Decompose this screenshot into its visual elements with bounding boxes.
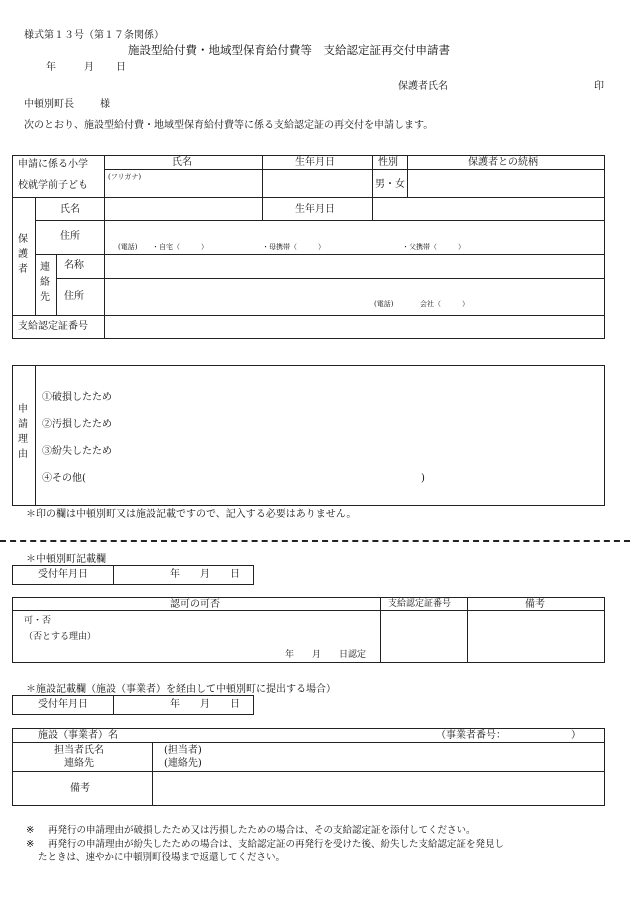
sex-options: 男・女 <box>375 179 405 190</box>
phone-father: ・父携帯（ ） <box>402 243 465 251</box>
town-section-title: ＊中頓別町記載欄 <box>26 554 106 565</box>
date-month: 月 <box>84 62 94 73</box>
child-label-line1: 申請に係る小学 <box>18 159 88 170</box>
town-received-label: 受付年月日 <box>38 569 88 580</box>
child-label-line2: 校就学前子ども <box>18 180 88 191</box>
cut-line <box>0 540 630 542</box>
approval-cert-no-header: 支給認定証番号 <box>388 599 452 609</box>
col-relation-header: 保護者との続柄 <box>468 157 538 168</box>
reject-reason-label: （否とする理由） <box>24 632 97 642</box>
form-number: 様式第１３号（第１７条関係） <box>24 30 164 41</box>
col-birth-header: 生年月日 <box>295 157 335 168</box>
phone-mother: ・母携帯（ ） <box>262 243 325 251</box>
contact-value: (連絡先) <box>164 758 202 769</box>
contact-vertical-label: 連絡先 <box>40 262 50 303</box>
guardian-name-label: 保護者氏名 <box>398 81 448 92</box>
staff-name-label: 担当者氏名 <box>54 745 104 756</box>
footnote-1: 再発行の申請理由が破損したため又は汚損したための場合は、その支給認定証を添付してください。 <box>48 825 476 836</box>
col-name-header: 氏名 <box>172 157 192 168</box>
approved-date: 年 月 日認定 <box>285 650 367 660</box>
col-sex-header: 性別 <box>378 157 398 168</box>
date-year: 年 <box>46 62 56 73</box>
approval-value: 可・否 <box>24 616 52 626</box>
guardian-vertical-label: 保護者 <box>18 234 28 275</box>
facility-section-title: ＊施設記載欄（施設（事業者）を経由して中頓別町に提出する場合） <box>26 684 336 695</box>
contact-name-label: 名称 <box>64 260 84 271</box>
reason-item-1: ①破損したため <box>42 392 112 403</box>
approval-header: 認可の可否 <box>170 599 220 610</box>
reason-item-3: ③紛失したため <box>42 446 112 457</box>
cert-number-label: 支給認定証番号 <box>18 321 88 332</box>
staff-value: (担当者) <box>164 745 202 756</box>
reason-other-close: ) <box>421 473 425 484</box>
town-received-value: 年 月 日 <box>170 569 240 580</box>
addressee: 中頓別町長 <box>24 99 74 110</box>
contact-address-label: 住所 <box>64 291 84 302</box>
guardian-address-label: 住所 <box>60 231 80 242</box>
footnote-2-line1: 再発行の申請理由が紛失したための場合は、支給認定証の再発行を受けた後、紛失した支給認定証を発見し <box>48 839 505 850</box>
contact-company-phone: 会社（ ） <box>420 300 469 308</box>
contact-phone-label: (電話) <box>374 300 394 308</box>
phone-home: ・自宅（ ） <box>152 243 208 251</box>
fill-note: ＊印の欄は中頓別町又は施設記載ですので、記入する必要はありません。 <box>26 509 357 520</box>
facility-remarks-label: 備考 <box>70 783 90 794</box>
facility-received-label: 受付年月日 <box>38 699 88 710</box>
facility-received-value: 年 月 日 <box>170 699 240 710</box>
form-title: 施設型給付費・地域型保育給付費等 支給認定証再交付申請書 <box>128 43 450 57</box>
approval-remarks-header: 備考 <box>525 599 545 610</box>
reason-item-2: ②汚損したため <box>42 419 112 430</box>
date-day: 日 <box>116 62 126 73</box>
reason-item-4: ④その他( <box>42 473 86 484</box>
footnote-2-line2: たときは、速やかに中頓別町役場まで返還してください。 <box>38 852 286 863</box>
phone-label: (電話) <box>118 243 138 251</box>
facility-contact-label: 連絡先 <box>64 758 94 769</box>
facility-name-label: 施設（事業者）名 <box>38 730 118 741</box>
furigana-label: (フリガナ) <box>108 173 142 181</box>
intro-text: 次のとおり、施設型給付費・地域型保育給付費等に係る支給認定証の再交付を申請します。 <box>24 120 434 131</box>
footnote-mark-2: ※ <box>26 839 35 850</box>
guardian-birth-label: 生年月日 <box>295 204 335 215</box>
honorific: 様 <box>100 99 110 110</box>
footnote-mark-1: ※ <box>26 825 35 836</box>
business-number-label: （事業者番号： ） <box>436 730 581 741</box>
seal-mark: 印 <box>594 81 604 92</box>
guardian-name-row-label: 氏名 <box>60 204 80 215</box>
reasons-vertical-label: 申請理由 <box>18 404 28 460</box>
